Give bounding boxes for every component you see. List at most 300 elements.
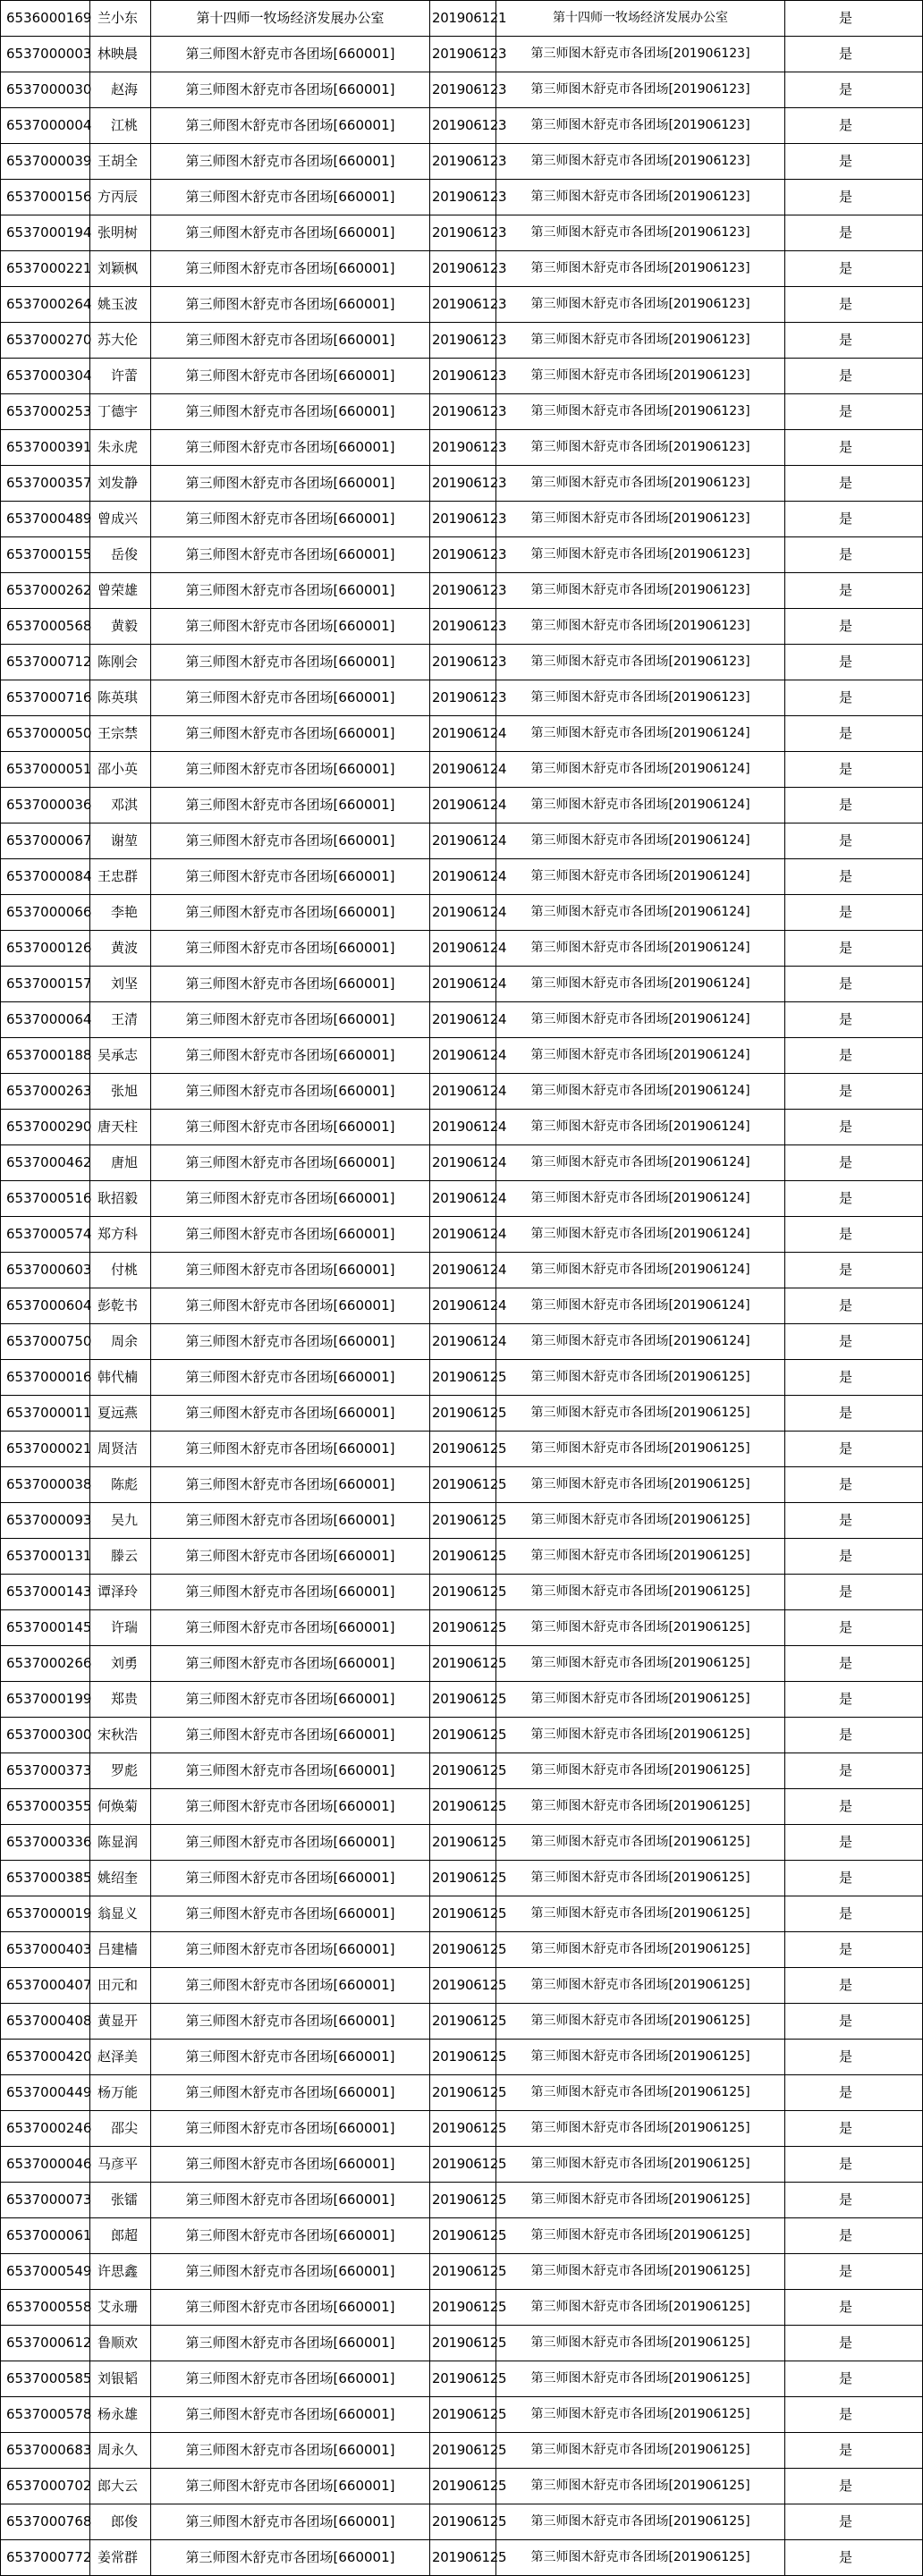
cell-organization: 第三师图木舒克市各团场[660001] (151, 394, 430, 430)
cell-id: 6537000263 (1, 1074, 90, 1110)
table-row (1, 1288, 923, 1324)
table-row (1, 2218, 923, 2254)
cell-id: 6537000156 (1, 180, 90, 215)
cell-flag: 是 (785, 1253, 923, 1288)
cell-id: 6537000039 (1, 144, 90, 180)
cell-name: 周永久 (90, 2433, 151, 2469)
table-row (1, 1181, 923, 1217)
cell-batch-code: 201906124 (430, 1181, 496, 1217)
cell-flag: 是 (785, 2111, 923, 2147)
cell-name: 郑贵 (90, 1682, 151, 1718)
table-row (1, 323, 923, 359)
cell-id: 6537000489 (1, 502, 90, 537)
cell-batch-organization: 第三师图木舒克市各团场[201906123] (496, 108, 785, 144)
cell-name: 付桃 (90, 1253, 151, 1288)
cell-batch-organization: 第三师图木舒克市各团场[201906124] (496, 859, 785, 895)
cell-id: 6537000357 (1, 466, 90, 502)
cell-flag: 是 (785, 931, 923, 967)
cell-batch-organization: 第三师图木舒克市各团场[201906123] (496, 394, 785, 430)
cell-name: 赵海 (90, 72, 151, 108)
cell-flag: 是 (785, 1181, 923, 1217)
cell-flag: 是 (785, 430, 923, 466)
cell-id: 6537000050 (1, 716, 90, 752)
table-row (1, 1610, 923, 1646)
cell-name: 曾荣雄 (90, 573, 151, 609)
cell-name: 吴承志 (90, 1038, 151, 1074)
cell-id: 6537000373 (1, 1753, 90, 1789)
cell-batch-code: 201906123 (430, 359, 496, 394)
cell-id: 6537000768 (1, 2504, 90, 2540)
cell-batch-code: 201906124 (430, 1324, 496, 1360)
cell-flag: 是 (785, 788, 923, 823)
table-row (1, 1932, 923, 1968)
cell-flag: 是 (785, 1789, 923, 1825)
cell-id: 6537000716 (1, 680, 90, 716)
cell-organization: 第三师图木舒克市各团场[660001] (151, 2004, 430, 2040)
cell-batch-code: 201906124 (430, 967, 496, 1002)
cell-flag: 是 (785, 1, 923, 37)
cell-flag: 是 (785, 37, 923, 72)
cell-name: 苏大伦 (90, 323, 151, 359)
table-row (1, 1432, 923, 1467)
cell-organization: 第三师图木舒克市各团场[660001] (151, 72, 430, 108)
cell-organization: 第三师图木舒克市各团场[660001] (151, 1539, 430, 1575)
table-body (1, 1, 923, 2576)
cell-id: 6537000604 (1, 1288, 90, 1324)
cell-batch-code: 201906124 (430, 1217, 496, 1253)
cell-batch-organization: 第三师图木舒克市各团场[201906123] (496, 502, 785, 537)
cell-batch-organization: 第三师图木舒克市各团场[201906123] (496, 645, 785, 680)
table-row (1, 1646, 923, 1682)
cell-name: 黄毅 (90, 609, 151, 645)
cell-flag: 是 (785, 2361, 923, 2397)
cell-batch-code: 201906123 (430, 37, 496, 72)
cell-batch-code: 201906125 (430, 2469, 496, 2504)
cell-name: 刘勇 (90, 1646, 151, 1682)
table-row (1, 2254, 923, 2290)
table-row (1, 1682, 923, 1718)
cell-id: 6537000126 (1, 931, 90, 967)
cell-batch-code: 201906125 (430, 1896, 496, 1932)
table-row (1, 251, 923, 287)
cell-name: 曾成兴 (90, 502, 151, 537)
cell-id: 6537000019 (1, 1896, 90, 1932)
table-row (1, 359, 923, 394)
cell-name: 姜常群 (90, 2540, 151, 2576)
cell-batch-organization: 第三师图木舒克市各团场[201906124] (496, 931, 785, 967)
cell-name: 滕云 (90, 1539, 151, 1575)
table-row (1, 1575, 923, 1610)
cell-batch-code: 201906123 (430, 502, 496, 537)
cell-id: 6537000262 (1, 573, 90, 609)
cell-organization: 第三师图木舒克市各团场[660001] (151, 1825, 430, 1861)
cell-organization: 第三师图木舒克市各团场[660001] (151, 2075, 430, 2111)
cell-id: 6537000093 (1, 1503, 90, 1539)
cell-batch-code: 201906125 (430, 2004, 496, 2040)
cell-name: 周余 (90, 1324, 151, 1360)
cell-name: 陈显润 (90, 1825, 151, 1861)
cell-flag: 是 (785, 859, 923, 895)
cell-organization: 第三师图木舒克市各团场[660001] (151, 180, 430, 215)
cell-flag: 是 (785, 2218, 923, 2254)
table-row (1, 1074, 923, 1110)
cell-batch-organization: 第三师图木舒克市各团场[201906123] (496, 144, 785, 180)
cell-batch-organization: 第三师图木舒克市各团场[201906123] (496, 359, 785, 394)
cell-batch-code: 201906125 (430, 1932, 496, 1968)
table-row (1, 716, 923, 752)
cell-id: 6537000585 (1, 2361, 90, 2397)
cell-flag: 是 (785, 1360, 923, 1396)
cell-id: 6537000772 (1, 2540, 90, 2576)
cell-name: 姚绍奎 (90, 1861, 151, 1896)
cell-id: 6537000067 (1, 823, 90, 859)
cell-id: 6537000145 (1, 1610, 90, 1646)
cell-id: 6537000157 (1, 967, 90, 1002)
cell-name: 杨永雄 (90, 2397, 151, 2433)
cell-batch-organization: 第三师图木舒克市各团场[201906125] (496, 1646, 785, 1682)
cell-id: 6537000038 (1, 1467, 90, 1503)
cell-flag: 是 (785, 2040, 923, 2075)
cell-name: 赵泽美 (90, 2040, 151, 2075)
cell-flag: 是 (785, 1539, 923, 1575)
cell-batch-organization: 第三师图木舒克市各团场[201906125] (496, 1539, 785, 1575)
cell-batch-organization: 第三师图木舒克市各团场[201906124] (496, 788, 785, 823)
table-row (1, 430, 923, 466)
table-row (1, 466, 923, 502)
cell-batch-code: 201906123 (430, 645, 496, 680)
cell-name: 朱永虎 (90, 430, 151, 466)
cell-name: 许瑞 (90, 1610, 151, 1646)
cell-batch-code: 201906125 (430, 2218, 496, 2254)
cell-flag: 是 (785, 1038, 923, 1074)
cell-flag: 是 (785, 537, 923, 573)
cell-organization: 第三师图木舒克市各团场[660001] (151, 215, 430, 251)
table-row (1, 1718, 923, 1753)
cell-name: 陈英琪 (90, 680, 151, 716)
cell-organization: 第三师图木舒克市各团场[660001] (151, 2290, 430, 2326)
cell-batch-code: 201906124 (430, 1288, 496, 1324)
cell-name: 郎大云 (90, 2469, 151, 2504)
cell-batch-code: 201906123 (430, 72, 496, 108)
cell-name: 周贤洁 (90, 1432, 151, 1467)
cell-flag: 是 (785, 2004, 923, 2040)
cell-name: 田元和 (90, 1968, 151, 2004)
cell-batch-organization: 第三师图木舒克市各团场[201906125] (496, 2004, 785, 2040)
table-row (1, 895, 923, 931)
cell-organization: 第三师图木舒克市各团场[660001] (151, 967, 430, 1002)
cell-batch-organization: 第三师图木舒克市各团场[201906123] (496, 37, 785, 72)
cell-batch-organization: 第三师图木舒克市各团场[201906123] (496, 609, 785, 645)
cell-id: 6537000462 (1, 1145, 90, 1181)
cell-id: 6537000683 (1, 2433, 90, 2469)
cell-flag: 是 (785, 967, 923, 1002)
cell-batch-code: 201906125 (430, 1789, 496, 1825)
cell-organization: 第三师图木舒克市各团场[660001] (151, 609, 430, 645)
cell-organization: 第三师图木舒克市各团场[660001] (151, 895, 430, 931)
cell-flag: 是 (785, 144, 923, 180)
cell-batch-code: 201906125 (430, 1682, 496, 1718)
cell-batch-organization: 第三师图木舒克市各团场[201906125] (496, 1682, 785, 1718)
cell-id: 6537000612 (1, 2326, 90, 2361)
cell-id: 6537000021 (1, 1432, 90, 1467)
table-row (1, 2397, 923, 2433)
table-row (1, 215, 923, 251)
cell-batch-organization: 第三师图木舒克市各团场[201906124] (496, 895, 785, 931)
cell-name: 郑方科 (90, 1217, 151, 1253)
cell-batch-code: 201906124 (430, 1110, 496, 1145)
cell-organization: 第三师图木舒克市各团场[660001] (151, 716, 430, 752)
cell-batch-organization: 第三师图木舒克市各团场[201906125] (496, 2361, 785, 2397)
cell-organization: 第三师图木舒克市各团场[660001] (151, 1467, 430, 1503)
cell-organization: 第三师图木舒克市各团场[660001] (151, 645, 430, 680)
cell-organization: 第三师图木舒克市各团场[660001] (151, 1896, 430, 1932)
cell-batch-organization: 第三师图木舒克市各团场[201906123] (496, 215, 785, 251)
cell-batch-code: 201906123 (430, 537, 496, 573)
cell-id: 6537000199 (1, 1682, 90, 1718)
cell-batch-organization: 第三师图木舒克市各团场[201906124] (496, 1217, 785, 1253)
cell-batch-organization: 第三师图木舒克市各团场[201906123] (496, 251, 785, 287)
cell-batch-organization: 第三师图木舒克市各团场[201906125] (496, 2290, 785, 2326)
cell-name: 张明树 (90, 215, 151, 251)
cell-batch-code: 201906125 (430, 1610, 496, 1646)
cell-batch-organization: 第三师图木舒克市各团场[201906124] (496, 967, 785, 1002)
cell-organization: 第三师图木舒克市各团场[660001] (151, 1253, 430, 1288)
cell-batch-code: 201906123 (430, 394, 496, 430)
cell-name: 丁德宇 (90, 394, 151, 430)
table-row (1, 1110, 923, 1145)
table-row (1, 2361, 923, 2397)
cell-name: 刘发静 (90, 466, 151, 502)
cell-id: 6537000549 (1, 2254, 90, 2290)
cell-batch-organization: 第三师图木舒克市各团场[201906123] (496, 573, 785, 609)
cell-id: 6537000036 (1, 788, 90, 823)
cell-batch-code: 201906125 (430, 2397, 496, 2433)
cell-flag: 是 (785, 1646, 923, 1682)
cell-batch-organization: 第三师图木舒克市各团场[201906125] (496, 2504, 785, 2540)
cell-name: 唐天柱 (90, 1110, 151, 1145)
cell-batch-code: 201906123 (430, 466, 496, 502)
cell-organization: 第三师图木舒克市各团场[660001] (151, 573, 430, 609)
cell-batch-code: 201906125 (430, 2254, 496, 2290)
cell-id: 6537000064 (1, 1002, 90, 1038)
cell-batch-code: 201906124 (430, 1253, 496, 1288)
cell-batch-organization: 第三师图木舒克市各团场[201906123] (496, 430, 785, 466)
cell-id: 6537000712 (1, 645, 90, 680)
cell-flag: 是 (785, 1432, 923, 1467)
cell-organization: 第三师图木舒克市各团场[660001] (151, 430, 430, 466)
cell-batch-organization: 第三师图木舒克市各团场[201906124] (496, 1038, 785, 1074)
cell-id: 6537000003 (1, 37, 90, 72)
cell-batch-organization: 第三师图木舒克市各团场[201906125] (496, 2147, 785, 2183)
cell-batch-organization: 第十四师一牧场经济发展办公室 (496, 1, 785, 37)
cell-flag: 是 (785, 1682, 923, 1718)
cell-organization: 第三师图木舒克市各团场[660001] (151, 1432, 430, 1467)
cell-name: 王宗禁 (90, 716, 151, 752)
cell-organization: 第三师图木舒克市各团场[660001] (151, 1396, 430, 1432)
cell-flag: 是 (785, 1467, 923, 1503)
cell-batch-code: 201906124 (430, 823, 496, 859)
cell-batch-organization: 第三师图木舒克市各团场[201906123] (496, 287, 785, 323)
cell-batch-code: 201906125 (430, 2075, 496, 2111)
cell-organization: 第三师图木舒克市各团场[660001] (151, 1181, 430, 1217)
cell-batch-code: 201906124 (430, 716, 496, 752)
cell-batch-organization: 第三师图木舒克市各团场[201906124] (496, 1253, 785, 1288)
cell-organization: 第三师图木舒克市各团场[660001] (151, 359, 430, 394)
cell-flag: 是 (785, 2147, 923, 2183)
cell-organization: 第三师图木舒克市各团场[660001] (151, 1288, 430, 1324)
cell-id: 6536000169 (1, 1, 90, 37)
cell-batch-organization: 第三师图木舒克市各团场[201906125] (496, 1932, 785, 1968)
cell-batch-code: 201906123 (430, 323, 496, 359)
cell-id: 6537000084 (1, 859, 90, 895)
cell-batch-code: 201906125 (430, 1718, 496, 1753)
table-row (1, 108, 923, 144)
cell-batch-code: 201906125 (430, 1861, 496, 1896)
cell-batch-code: 201906123 (430, 609, 496, 645)
cell-flag: 是 (785, 466, 923, 502)
cell-flag: 是 (785, 502, 923, 537)
cell-batch-code: 201906124 (430, 1038, 496, 1074)
cell-flag: 是 (785, 2504, 923, 2540)
cell-batch-code: 201906125 (430, 2504, 496, 2540)
cell-batch-organization: 第三师图木舒克市各团场[201906125] (496, 1467, 785, 1503)
cell-flag: 是 (785, 1861, 923, 1896)
cell-flag: 是 (785, 72, 923, 108)
cell-name: 黄波 (90, 931, 151, 967)
table-row (1, 1467, 923, 1503)
cell-batch-code: 201906123 (430, 180, 496, 215)
table-row (1, 502, 923, 537)
cell-organization: 第三师图木舒克市各团场[660001] (151, 1038, 430, 1074)
cell-batch-organization: 第三师图木舒克市各团场[201906125] (496, 1789, 785, 1825)
cell-name: 郎超 (90, 2218, 151, 2254)
cell-batch-code: 201906125 (430, 2183, 496, 2218)
cell-organization: 第三师图木舒克市各团场[660001] (151, 1968, 430, 2004)
cell-batch-organization: 第三师图木舒克市各团场[201906125] (496, 2469, 785, 2504)
cell-batch-code: 201906125 (430, 1825, 496, 1861)
cell-name: 张旭 (90, 1074, 151, 1110)
cell-flag: 是 (785, 1002, 923, 1038)
cell-batch-organization: 第三师图木舒克市各团场[201906123] (496, 180, 785, 215)
cell-name: 何焕菊 (90, 1789, 151, 1825)
table-row (1, 2540, 923, 2576)
table-row (1, 859, 923, 895)
cell-flag: 是 (785, 1896, 923, 1932)
cell-batch-code: 201906125 (430, 2361, 496, 2397)
table-row (1, 2183, 923, 2218)
cell-flag: 是 (785, 323, 923, 359)
cell-batch-organization: 第三师图木舒克市各团场[201906124] (496, 1002, 785, 1038)
cell-batch-code: 201906125 (430, 2540, 496, 2576)
cell-flag: 是 (785, 1503, 923, 1539)
cell-flag: 是 (785, 1753, 923, 1789)
cell-organization: 第三师图木舒克市各团场[660001] (151, 37, 430, 72)
table-row (1, 180, 923, 215)
cell-flag: 是 (785, 1217, 923, 1253)
cell-name: 刘颖枫 (90, 251, 151, 287)
cell-organization: 第三师图木舒克市各团场[660001] (151, 2183, 430, 2218)
cell-name: 陈刚会 (90, 645, 151, 680)
cell-batch-organization: 第三师图木舒克市各团场[201906125] (496, 1360, 785, 1396)
cell-batch-code: 201906123 (430, 430, 496, 466)
table-row (1, 1539, 923, 1575)
cell-batch-organization: 第三师图木舒克市各团场[201906125] (496, 1432, 785, 1467)
cell-batch-organization: 第三师图木舒克市各团场[201906125] (496, 2183, 785, 2218)
cell-organization: 第三师图木舒克市各团场[660001] (151, 2218, 430, 2254)
cell-organization: 第三师图木舒克市各团场[660001] (151, 823, 430, 859)
table-row (1, 1324, 923, 1360)
cell-flag: 是 (785, 394, 923, 430)
cell-organization: 第三师图木舒克市各团场[660001] (151, 1217, 430, 1253)
cell-name: 王忠群 (90, 859, 151, 895)
cell-flag: 是 (785, 1324, 923, 1360)
cell-flag: 是 (785, 2397, 923, 2433)
cell-id: 6537000558 (1, 2290, 90, 2326)
cell-name: 林映晨 (90, 37, 151, 72)
cell-name: 翁显义 (90, 1896, 151, 1932)
cell-name: 吕建樯 (90, 1932, 151, 1968)
cell-flag: 是 (785, 573, 923, 609)
cell-name: 姚玉波 (90, 287, 151, 323)
cell-batch-organization: 第三师图木舒克市各团场[201906125] (496, 1575, 785, 1610)
cell-batch-code: 201906124 (430, 1002, 496, 1038)
cell-flag: 是 (785, 1825, 923, 1861)
cell-batch-code: 201906123 (430, 287, 496, 323)
cell-flag: 是 (785, 1145, 923, 1181)
cell-batch-organization: 第三师图木舒克市各团场[201906125] (496, 1718, 785, 1753)
cell-batch-organization: 第三师图木舒克市各团场[201906125] (496, 1825, 785, 1861)
cell-id: 6537000385 (1, 1861, 90, 1896)
cell-id: 6537000004 (1, 108, 90, 144)
cell-id: 6537000355 (1, 1789, 90, 1825)
table-row (1, 645, 923, 680)
table-row (1, 1038, 923, 1074)
cell-name: 谢堃 (90, 823, 151, 859)
table-row (1, 1002, 923, 1038)
cell-organization: 第三师图木舒克市各团场[660001] (151, 323, 430, 359)
cell-organization: 第三师图木舒克市各团场[660001] (151, 251, 430, 287)
cell-batch-code: 201906124 (430, 859, 496, 895)
cell-batch-organization: 第三师图木舒克市各团场[201906123] (496, 323, 785, 359)
cell-id: 6537000188 (1, 1038, 90, 1074)
cell-organization: 第三师图木舒克市各团场[660001] (151, 752, 430, 788)
cell-id: 6537000061 (1, 2218, 90, 2254)
cell-batch-code: 201906121 (430, 1, 496, 37)
table-row (1, 72, 923, 108)
table-row (1, 2433, 923, 2469)
cell-batch-organization: 第三师图木舒克市各团场[201906124] (496, 1181, 785, 1217)
cell-id: 6537000011 (1, 1396, 90, 1432)
cell-batch-code: 201906124 (430, 895, 496, 931)
cell-batch-code: 201906125 (430, 2147, 496, 2183)
cell-name: 鲁顺欢 (90, 2326, 151, 2361)
cell-id: 6537000155 (1, 537, 90, 573)
cell-organization: 第三师图木舒克市各团场[660001] (151, 1861, 430, 1896)
cell-batch-organization: 第三师图木舒克市各团场[201906124] (496, 1074, 785, 1110)
cell-organization: 第三师图木舒克市各团场[660001] (151, 2147, 430, 2183)
cell-name: 艾永珊 (90, 2290, 151, 2326)
cell-id: 6537000300 (1, 1718, 90, 1753)
cell-organization: 第三师图木舒克市各团场[660001] (151, 2254, 430, 2290)
cell-id: 6537000051 (1, 752, 90, 788)
cell-name: 唐旭 (90, 1145, 151, 1181)
cell-id: 6537000046 (1, 2147, 90, 2183)
cell-id: 6537000246 (1, 2111, 90, 2147)
cell-organization: 第三师图木舒克市各团场[660001] (151, 2504, 430, 2540)
cell-id: 6537000290 (1, 1110, 90, 1145)
cell-organization: 第三师图木舒克市各团场[660001] (151, 680, 430, 716)
cell-name: 王清 (90, 1002, 151, 1038)
